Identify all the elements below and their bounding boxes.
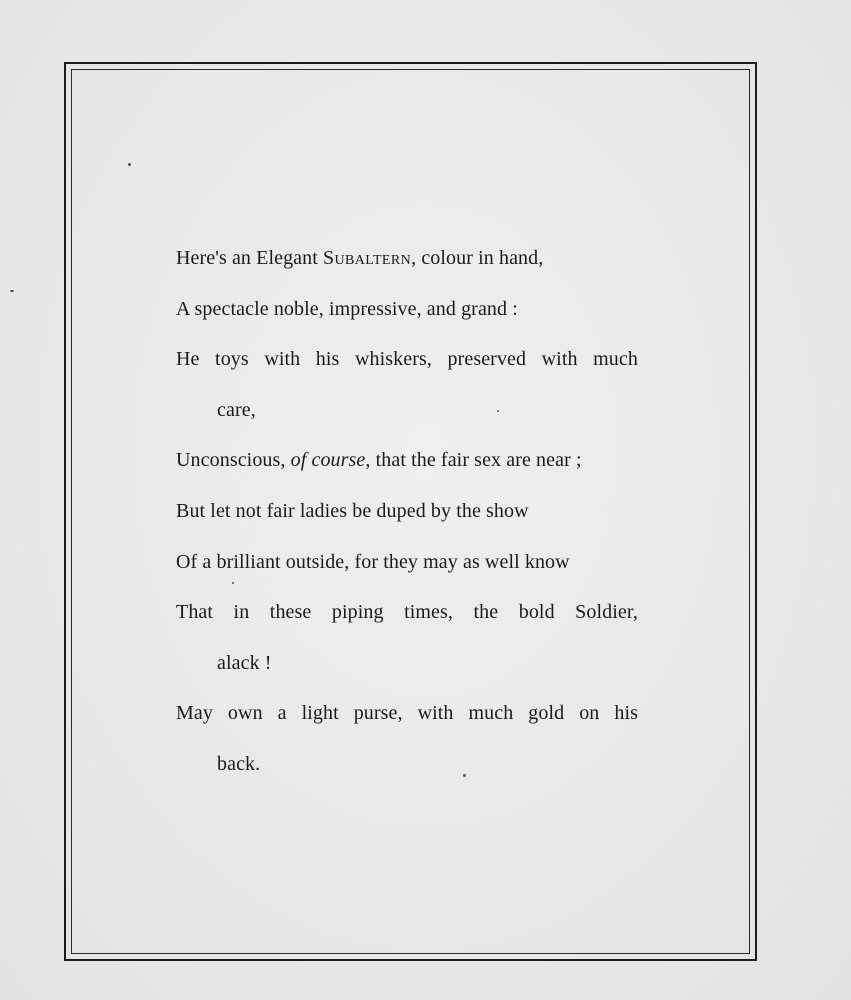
poem-line-1-end: , colour in hand, — [411, 247, 544, 269]
poem-line-10-words — [176, 694, 638, 732]
word: piping — [331, 601, 384, 624]
word: That — [176, 601, 214, 624]
word: with — [541, 348, 578, 371]
word: his — [315, 348, 340, 371]
poem-line-4: care, — [217, 398, 256, 421]
word: May — [176, 702, 213, 725]
poem-line-8 — [176, 593, 646, 644]
poem-line-11: back. — [217, 752, 261, 775]
word: with — [264, 348, 301, 371]
poem-line-3 — [176, 340, 646, 391]
word: Soldier, — [575, 601, 638, 624]
poem-line-3-words — [176, 340, 638, 378]
paper-speck — [10, 290, 14, 292]
word: toys — [215, 348, 249, 371]
word: gold — [528, 702, 565, 725]
poem-line-2: A spectacle noble, impressive, and grand : — [176, 297, 518, 320]
poem-line-1-start: Here's an Elegant — [176, 247, 324, 269]
word: whiskers, — [354, 348, 432, 371]
word: own — [227, 702, 263, 725]
word: his — [614, 702, 638, 725]
poem-line-5 — [176, 441, 646, 492]
word: the — [473, 601, 499, 624]
word: bold — [518, 601, 555, 624]
word: these — [269, 601, 312, 624]
poem-stanza — [176, 239, 646, 796]
poem-line-5-end: , that the fair sex are near ; — [365, 449, 582, 472]
poem-line-1 — [176, 239, 646, 290]
poem-line-8-words — [176, 593, 638, 631]
poem-line-5-italic: of course — [290, 449, 366, 472]
poem-line-10 — [176, 694, 646, 745]
word: light — [301, 702, 339, 725]
poem-line-7: Of a brilliant outside, for they may as well know — [176, 550, 570, 573]
poem-line-1-smallcaps: Subaltern — [323, 247, 412, 269]
word: He — [176, 348, 200, 371]
word: in — [233, 601, 250, 624]
word: a — [277, 702, 287, 725]
word: much — [593, 348, 638, 371]
word: preserved — [447, 348, 527, 371]
word: purse, — [353, 702, 403, 725]
word: times, — [404, 601, 454, 624]
word: with — [417, 702, 454, 725]
poem-line-9: alack ! — [217, 651, 272, 674]
poem-line-6: But let not fair ladies be duped by the show — [176, 499, 529, 522]
word: on — [579, 702, 600, 725]
word: much — [468, 702, 514, 725]
poem-line-5-start: Unconscious, — [176, 449, 291, 472]
paper-speck — [128, 163, 131, 166]
